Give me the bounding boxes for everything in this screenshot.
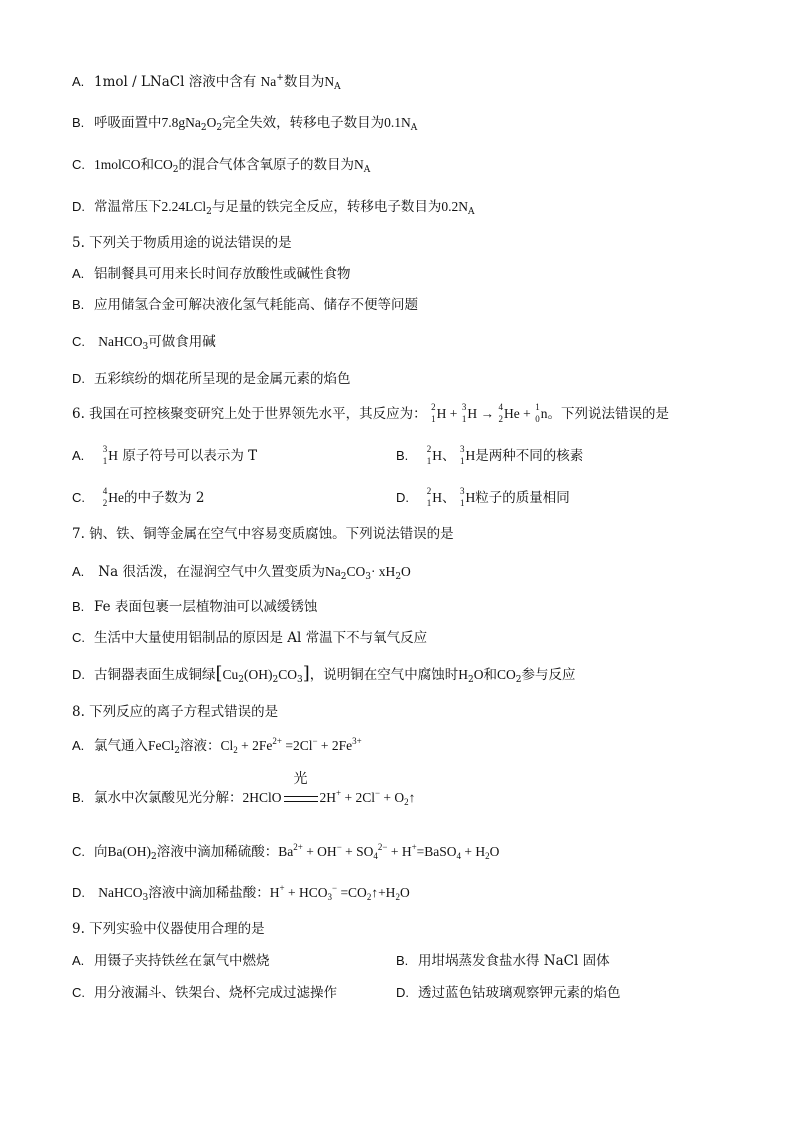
ionic-equation: 2HClO 光 $2H^+ + 2Cl^- + O_2↑$ — [242, 772, 416, 807]
formula: NaHCO — [98, 334, 143, 349]
option-text: 和 — [483, 667, 498, 683]
formula: Cu — [222, 667, 239, 682]
option-label: B. — [72, 599, 85, 614]
q5-option-a — [72, 264, 351, 284]
formula-sub: 3 — [142, 893, 149, 903]
ionic-equation: $Ba^{2+} + OH^- + SO_4^{2-}$ + H+=BaSO$_4$ + $H_2O$ — [278, 842, 500, 861]
option-text: 用镊子夹持铁丝在氯气中燃烧 — [94, 953, 270, 969]
option-label: B. — [72, 297, 85, 312]
q7-option-a — [72, 562, 411, 582]
option-text: 氯水中次氯酸见光分解： — [94, 790, 243, 806]
option-text: 溶液中滴加稀盐酸： — [148, 885, 270, 901]
option-label: A. — [72, 738, 85, 753]
option-text: 和 — [140, 157, 155, 173]
option-label: A. — [72, 74, 85, 89]
q8-stem: 8. 下列反应的离子方程式错误的是 — [72, 704, 279, 720]
option-text: 应用储氢合金可解决液化氢气耗能高、储存不便等问题 — [94, 297, 418, 313]
formula-sub: A — [468, 207, 475, 217]
fusion-equation: 2 1 H + 3 1 H → 4 2 He + 1 0 n — [431, 402, 548, 424]
option-text: 是两种不同的核素 — [475, 448, 584, 464]
option-label: B. — [396, 448, 409, 463]
formula: 4 2 He — [102, 486, 125, 508]
stem-text: 6. 我国在可控核聚变研究上处于世界领先水平，其反应为： — [72, 406, 427, 422]
formula-he: He — [108, 490, 125, 505]
q7-option-c — [72, 628, 427, 648]
q7-option-d — [72, 664, 576, 685]
formula-sub: 2 — [206, 207, 212, 217]
option-label: D. — [396, 985, 409, 1000]
formula-sub: 2 — [216, 123, 223, 133]
option-label: C. — [72, 844, 85, 859]
q6-option-d — [396, 488, 570, 508]
formula-sub: 2 — [238, 675, 245, 685]
reaction-condition — [282, 772, 320, 808]
option-label: C. — [72, 985, 85, 1000]
formula-sub: 2 — [151, 852, 157, 862]
option-text: 氯气通入 — [94, 738, 148, 754]
formula: O — [473, 667, 484, 682]
formula-sub: 3 — [142, 342, 149, 352]
formula-sub: A — [363, 165, 371, 175]
q9-option-a — [72, 951, 270, 971]
formula: · xH — [370, 564, 396, 579]
formula-sub: 3 — [365, 572, 371, 582]
q7-stem: 7. 钠、铁、铜等金属在空气中容易变质腐蚀。下列说法错误的是 — [72, 526, 454, 542]
q5-option-b — [72, 295, 418, 315]
formula-sub: 3 — [297, 675, 303, 685]
formula-sub: 2 — [468, 675, 474, 685]
option-label: C. — [72, 334, 85, 349]
formula: CO — [154, 157, 173, 172]
formula: H — [458, 667, 469, 682]
formula: Na — [324, 564, 341, 579]
stem-text: 。下列说法错误的是 — [547, 406, 670, 422]
formula-sub: 2 — [272, 675, 279, 685]
q6-stem — [72, 404, 669, 424]
option-text: 呼吸面置中 — [94, 115, 162, 131]
option-text: 可做食用碱 — [148, 334, 216, 350]
formula-sub: A — [334, 82, 341, 92]
option-text: 的中子数为 2 — [124, 490, 205, 506]
formula: Na — [260, 74, 277, 89]
formula: N — [324, 74, 335, 89]
formula: 2 1 H、 3 1 H — [426, 486, 476, 508]
option-text: 与足量的铁完全反应，转移电子数目为 — [211, 199, 442, 215]
option-text: 古铜器表面生成铜绿 — [94, 667, 216, 683]
q7-option-b — [72, 597, 317, 617]
q6-option-c — [72, 488, 204, 508]
option-text: Na 很活泼，在湿润空气中久置变质为 — [98, 564, 325, 580]
formula: 0.2N — [441, 199, 468, 214]
option-text: 完全失效，转移电子数目为 — [222, 115, 385, 131]
option-label: D. — [72, 667, 85, 682]
option-label: C. — [72, 490, 85, 505]
formula: O — [401, 564, 411, 579]
option-label: D. — [72, 371, 85, 386]
q5-stem: 5. 下列关于物质用途的说法错误的是 — [72, 235, 292, 251]
option-text: 用分液漏斗、铁架台、烧杯完成过滤操作 — [94, 985, 337, 1001]
q4-option-a — [72, 72, 341, 92]
formula-sup: + — [276, 73, 284, 83]
option-label: C. — [72, 157, 85, 172]
formula: NaHCO — [98, 885, 143, 900]
q8-option-b — [72, 772, 416, 808]
q6-option-a — [72, 446, 257, 466]
ionic-equation: $H^+ + HCO_3^-$ $=CO_2↑+H_2O$ — [269, 883, 410, 902]
formula: 2 1 H、 3 1 H — [426, 444, 476, 466]
condition-light: 光 — [293, 772, 308, 787]
q9-option-c — [72, 983, 337, 1003]
option-text: 数目为 — [283, 74, 325, 90]
option-text: 用坩埚蒸发食盐水得 NaCl 固体 — [418, 953, 610, 969]
option-text: 的混合气体含氧原子的数目为 — [178, 157, 355, 173]
option-text: 透过蓝色钴玻璃观察钾元素的焰色 — [418, 985, 621, 1001]
formula: 3 1 H — [102, 444, 119, 466]
formula: N — [354, 157, 364, 172]
formula-sub: 2 — [174, 746, 180, 756]
formula: 7.8gNa — [161, 115, 201, 130]
formula: 1molCO — [94, 157, 141, 172]
formula: (OH) — [244, 667, 273, 682]
formula-sub: 2 — [515, 675, 522, 685]
formula-sub: A — [410, 123, 418, 133]
option-text: Fe 表面包裹一层植物油可以减缓锈蚀 — [94, 599, 318, 615]
q4-option-c — [72, 155, 370, 175]
option-label: A. — [72, 266, 85, 281]
option-text: 铝制餐具可用来长时间存放酸性或碱性食物 — [94, 266, 351, 282]
option-text: 生活中大量使用铝制品的原因是 Al 常温下不与氧气反应 — [94, 630, 428, 646]
option-label: A. — [72, 448, 85, 463]
q4-option-d — [72, 197, 475, 217]
option-label: D. — [72, 885, 85, 900]
formula: Ba(OH) — [107, 844, 151, 859]
formula: 0.1N — [384, 115, 411, 130]
formula-sub: 2 — [340, 572, 347, 582]
ionic-equation: $Cl_2 + 2Fe^{2+} =2Cl^- + 2Fe^{3+}$ — [220, 736, 362, 755]
option-text: ，说明铜在空气中腐蚀时 — [309, 667, 459, 683]
option-label: B. — [72, 115, 85, 130]
option-text: 溶液中滴加稀硫酸： — [156, 844, 279, 860]
q4-option-b — [72, 113, 417, 133]
formula: CO — [497, 667, 516, 682]
option-text: 溶液： — [180, 738, 221, 754]
option-text: 粒子的质量相同 — [475, 490, 570, 506]
option-label: B. — [396, 953, 409, 968]
option-label: A. — [72, 564, 85, 579]
option-text: 向 — [94, 844, 108, 860]
formula-sub: 2 — [395, 572, 402, 582]
formula: O — [206, 115, 217, 130]
right-bracket: ] — [302, 663, 310, 684]
option-text: 五彩缤纷的烟花所呈现的是金属元素的焰色 — [94, 371, 351, 387]
option-text: 常温常压下 — [94, 199, 162, 215]
q9-option-b — [396, 951, 610, 971]
q8-option-a — [72, 736, 362, 756]
left-bracket: [ — [215, 663, 223, 684]
formula-sub: 2 — [172, 165, 179, 175]
formula: 2.24LCl — [161, 199, 207, 214]
q5-option-d — [72, 369, 351, 389]
option-label: C. — [72, 630, 85, 645]
formula: CO — [278, 667, 298, 682]
option-text: 原子符号可以表示为 T — [122, 448, 258, 464]
option-text: 1mol / LNaCl 溶液中含有 — [94, 74, 257, 90]
q8-option-d — [72, 883, 410, 903]
option-label: D. — [396, 490, 409, 505]
formula: CO — [346, 564, 366, 579]
option-label: A. — [72, 953, 85, 968]
q6-option-b — [396, 446, 583, 466]
formula-sub: 2 — [200, 123, 207, 133]
option-text: 参与反应 — [521, 667, 576, 683]
q5-option-c — [72, 332, 216, 352]
q9-option-d — [396, 983, 621, 1003]
option-label: D. — [72, 199, 85, 214]
formula: FeCl — [148, 738, 175, 753]
option-label: B. — [72, 790, 85, 805]
q9-stem: 9. 下列实验中仪器使用合理的是 — [72, 921, 265, 937]
q8-option-c — [72, 842, 499, 862]
